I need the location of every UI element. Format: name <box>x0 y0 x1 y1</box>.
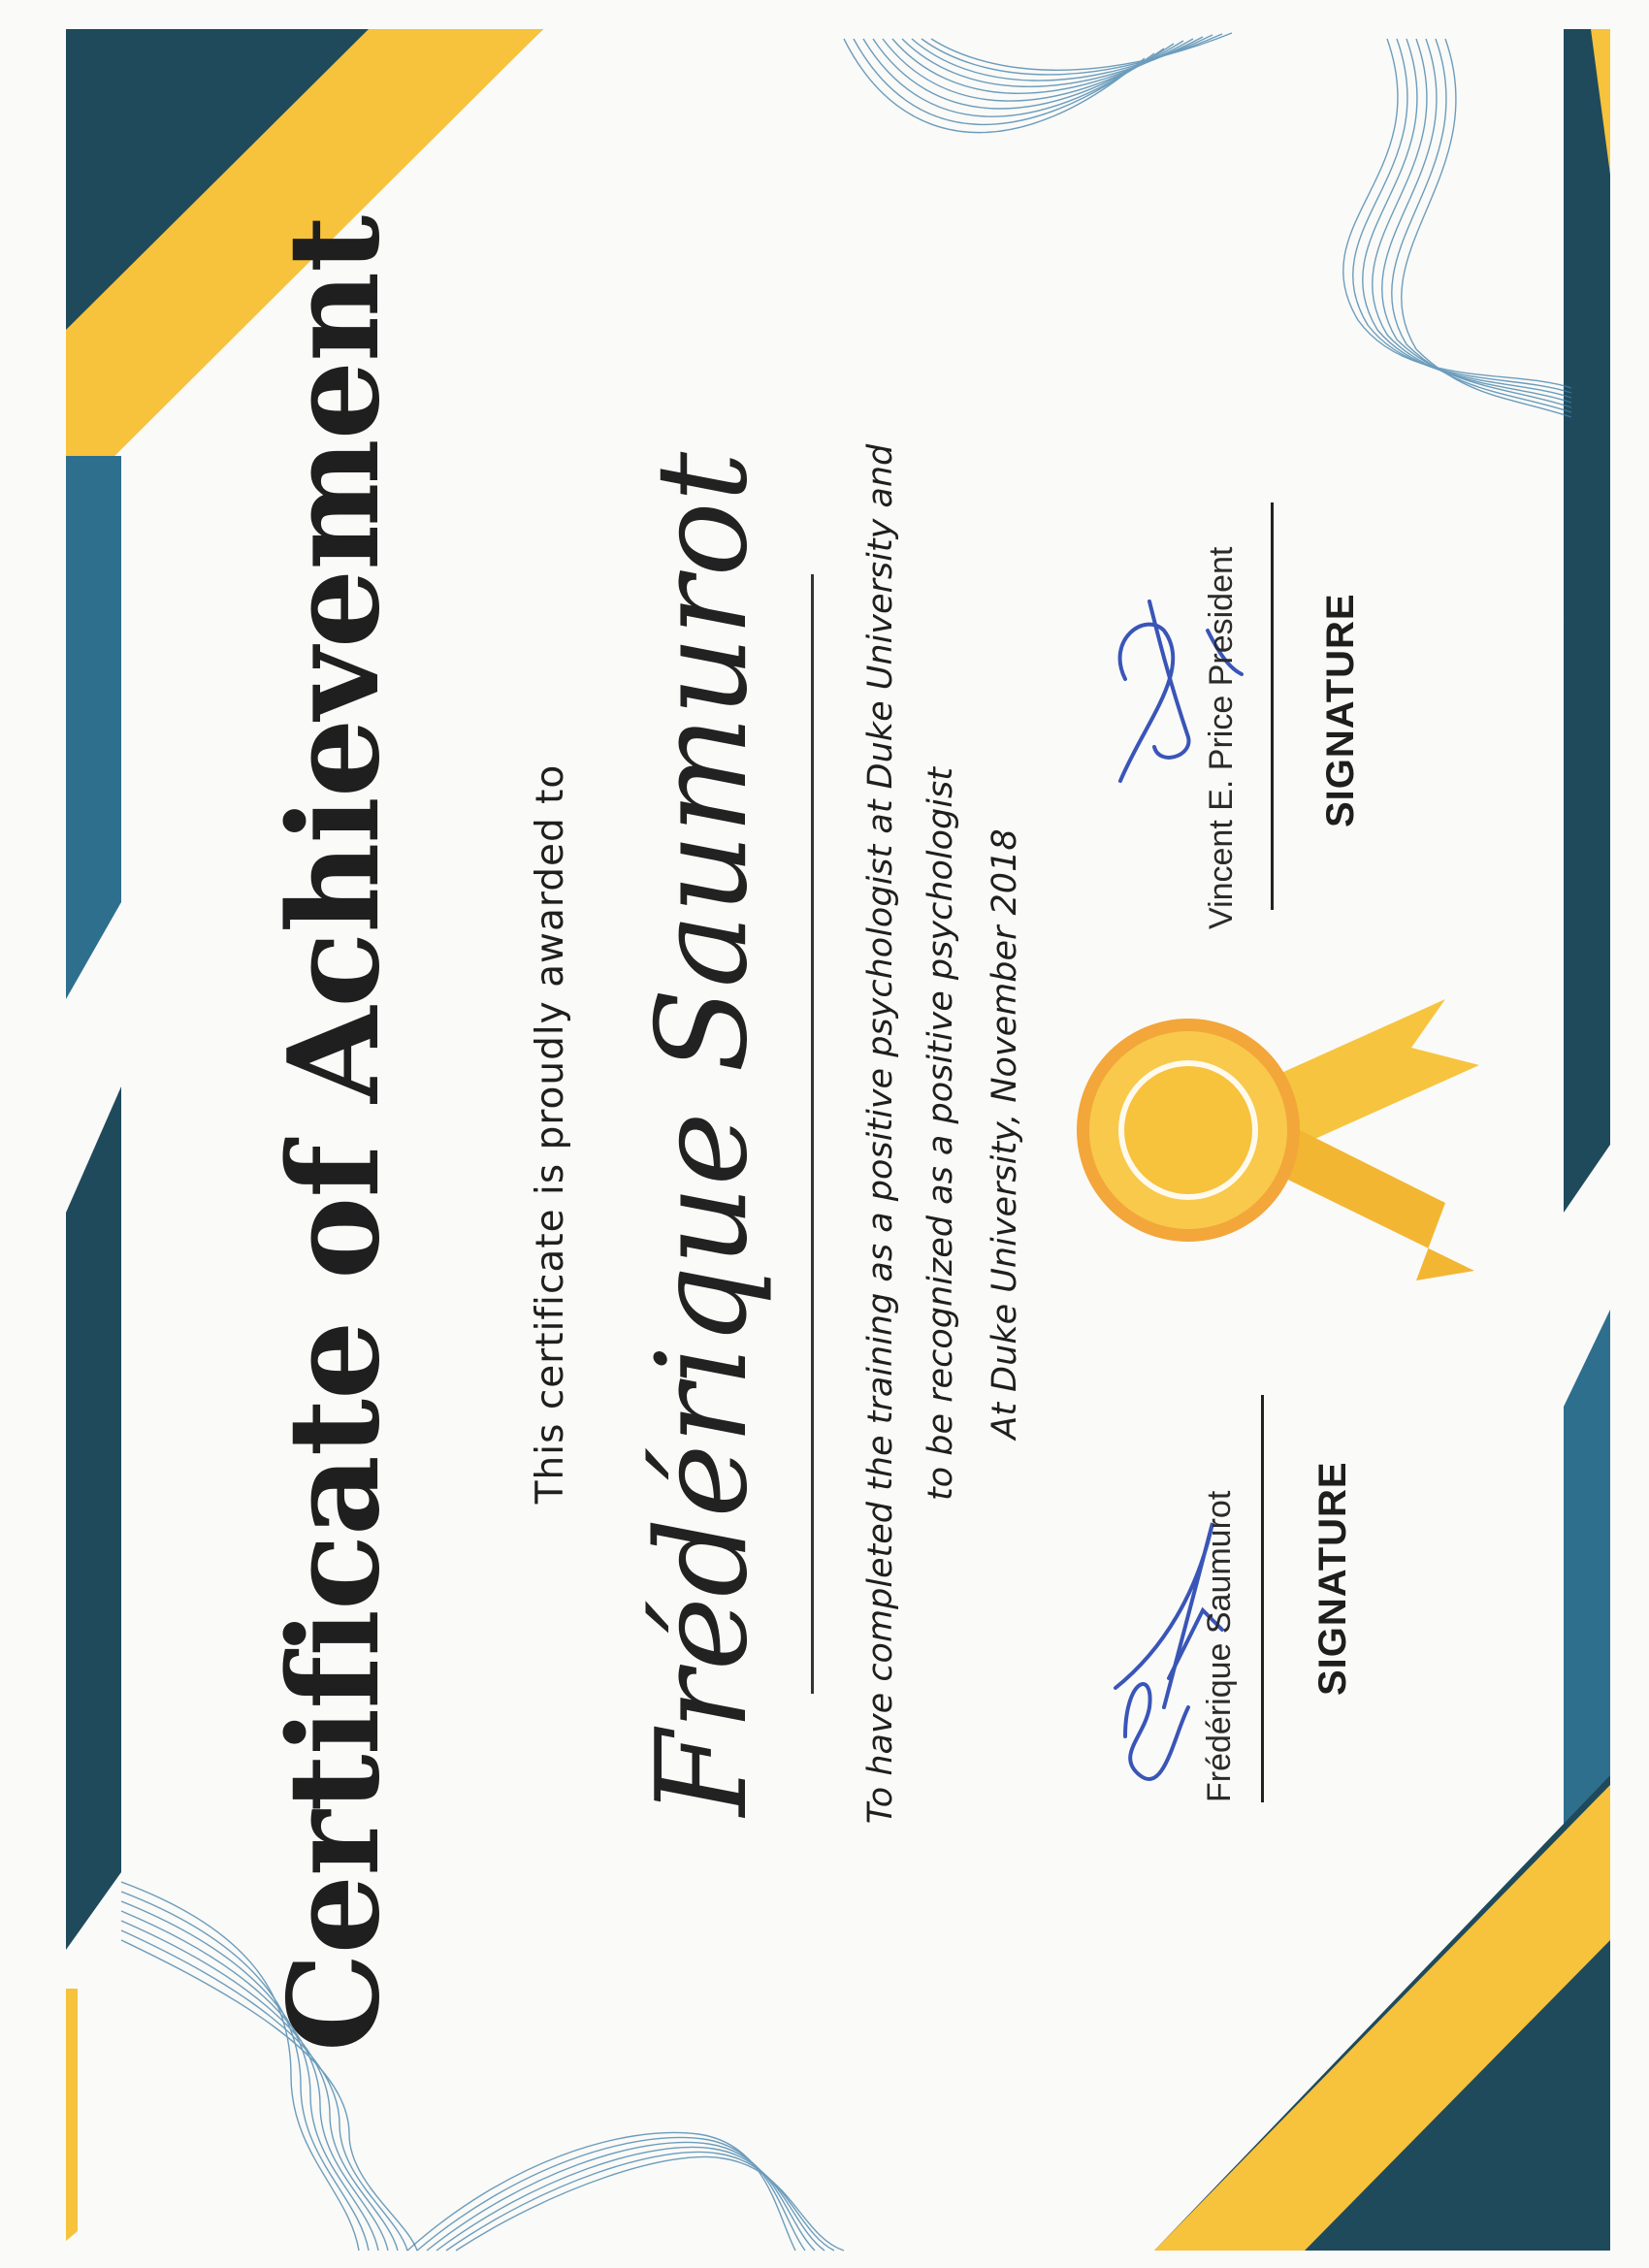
right-signature-label: SIGNATURE <box>1319 593 1362 827</box>
left-signer-name: Frédérique Saumurot <box>1201 1490 1238 1802</box>
left-signature-line <box>1261 1395 1264 1802</box>
description-line-2: to be recognized as a positive psychologist <box>922 767 960 1501</box>
description-line-3: At Duke University, November 2018 <box>986 828 1024 1440</box>
certificate-title: Certificate of Achievement <box>262 215 407 2053</box>
left-signature-label: SIGNATURE <box>1311 1461 1354 1696</box>
right-signature-line <box>1271 502 1274 910</box>
name-underline <box>811 574 814 1694</box>
right-signer-name: Vincent E. Price President <box>1203 546 1240 929</box>
description-line-1: To have completed the training as a positive psychologist at Duke University and <box>861 443 900 1825</box>
recipient-name: Frédérique Saumurot <box>630 451 775 1817</box>
certificate-subtitle: This certificate is proudly awarded to <box>529 763 572 1505</box>
